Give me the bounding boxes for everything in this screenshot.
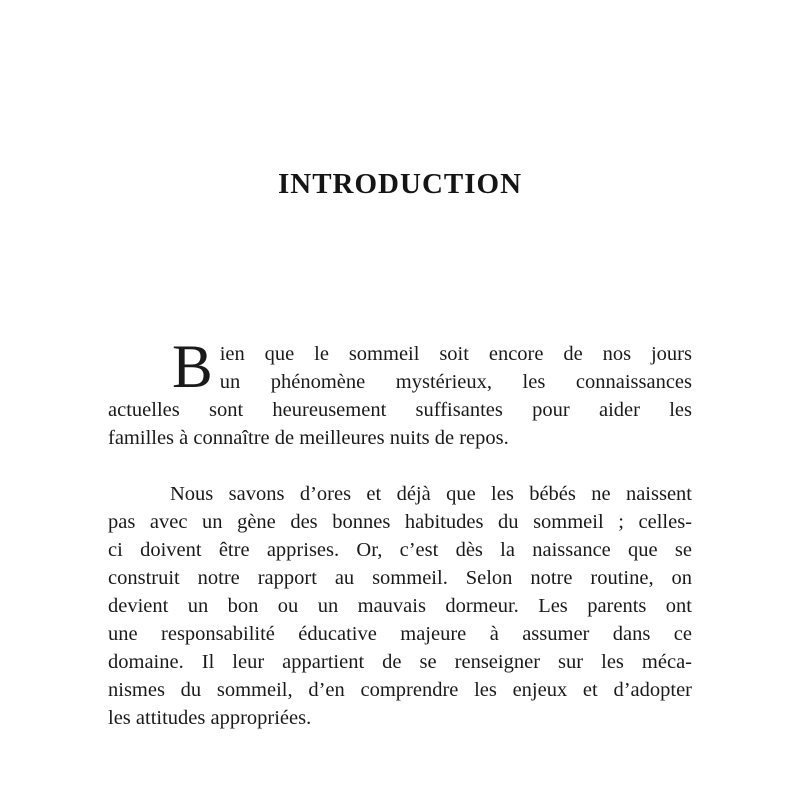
text-line: actuelles sont heureusement suffisantes pour aider les	[108, 399, 692, 421]
text-line: les attitudes appropriées.	[108, 707, 312, 729]
text-line: Nous savons d’ores et déjà que les bébés ne naissent	[170, 483, 692, 505]
paragraph-second	[108, 480, 692, 732]
text-line: ien que le sommeil soit encore de nos jours	[219, 343, 692, 365]
text-line: pas avec un gène des bonnes habitudes du sommeil ; celles-	[108, 511, 692, 533]
chapter-title: INTRODUCTION	[277, 168, 523, 200]
text-line: familles à connaître de meilleures nuits de repos.	[108, 427, 509, 449]
text-line: nismes du sommeil, d’en comprendre les enjeux et d’adopter	[108, 679, 692, 701]
text-line: domaine. Il leur appartient de se renseigner sur les méca-	[108, 651, 692, 673]
text-line: une responsabilité éducative majeure à assumer dans ce	[108, 623, 692, 645]
text-line: construit notre rapport au sommeil. Selon notre routine, on	[108, 567, 692, 589]
paragraph-first	[108, 334, 692, 452]
text-line: ci doivent être apprises. Or, c’est dès la naissance que se	[108, 539, 692, 561]
body-text-block	[108, 334, 692, 732]
text-line: devient un bon ou un mauvais dormeur. Les parents ont	[108, 595, 692, 617]
text-line: un phénomène mystérieux, les connaissances	[219, 371, 692, 393]
dropcap-letter: B	[172, 334, 213, 401]
